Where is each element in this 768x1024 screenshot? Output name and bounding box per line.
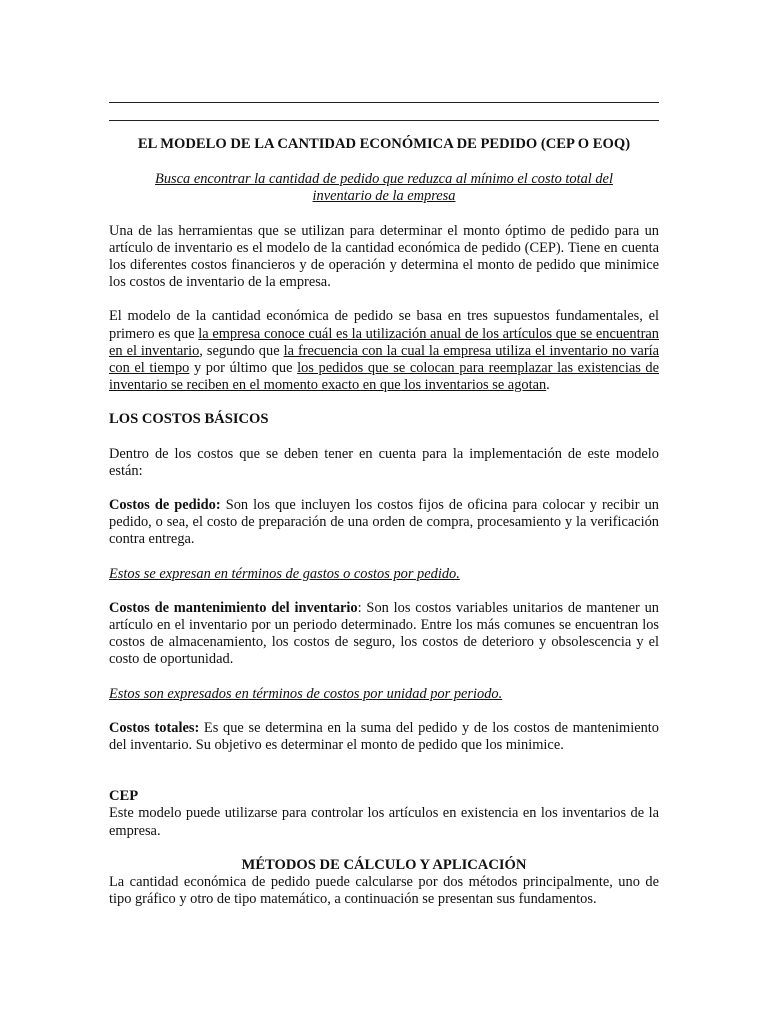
order-costs-paragraph xyxy=(109,497,659,549)
total-costs-paragraph xyxy=(109,720,659,754)
total-costs-text: Es que se determina en la suma del pedido y de los costos de mantenimiento del inventario. Su objetivo es determinar el monto de pedido que los minimice. xyxy=(109,719,659,754)
header-rule-top xyxy=(109,102,659,103)
cep-paragraph: Este modelo puede utilizarse para controlar los artículos en existencia en los inventarios de la empresa. xyxy=(109,805,659,839)
order-costs-label: Costos de pedido: xyxy=(109,497,221,514)
holding-costs-text: : Son los costos variables unitarios de mantener un artículo en el inventario por un periodo determinado. Entre los más comunes se encuentran los costos de almacenamiento, los costos de seguro, los costos de deterioro y obsolescencia y el costo de oportunidad. xyxy=(109,599,659,668)
document-title: EL MODELO DE LA CANTIDAD ECONÓMICA DE PEDIDO (CEP O EOQ) xyxy=(137,136,631,152)
assumption-1: la empresa conoce cuál es la utilización anual de los artículos que se encuentran en el inventario xyxy=(109,325,659,359)
holding-costs-paragraph xyxy=(109,600,659,669)
assumption-3: los pedidos que se colocan para reemplazar las existencias de inventario se reciben en el momento exacto en que los inventarios se agotan xyxy=(109,360,659,394)
holding-costs-label: Costos de mantenimiento del inventario xyxy=(109,599,358,616)
subtitle-line-2: inventario de la empresa xyxy=(312,188,456,205)
assumptions-text-3: y por último que xyxy=(189,360,298,377)
assumptions-paragraph xyxy=(109,308,659,394)
assumptions-text-4: . xyxy=(546,377,550,394)
document-body xyxy=(109,136,659,909)
assumption-2: la frecuencia con la cual la empresa utiliza el inventario no varía con el tiempo xyxy=(109,342,659,377)
basic-costs-heading: LOS COSTOS BÁSICOS xyxy=(109,411,269,428)
intro-paragraph: Una de las herramientas que se utilizan para determinar el monto óptimo de pedido para un artículo de inventario es el modelo de la cantidad económica de pedido (CEP). Tiene en cuenta los diferentes costos financieros y de operación y determina el monto de pedido que minimice los costos de inventario de la empresa. xyxy=(109,222,659,291)
header-rule-bottom xyxy=(109,120,659,121)
assumptions-text-2: , segundo que xyxy=(199,342,284,359)
cep-heading: CEP xyxy=(109,788,139,805)
methods-heading: MÉTODOS DE CÁLCULO Y APLICACIÓN xyxy=(241,856,527,873)
document-subtitle xyxy=(109,171,659,205)
order-costs-text: Son los que incluyen los costos fijos de oficina para colocar y recibir un pedido, o sea, el costo de preparación de una orden de compra, procesamiento y la verificación contra entrega. xyxy=(109,497,659,548)
subtitle-line-1: Busca encontrar la cantidad de pedido que reduzca al mínimo el costo total del xyxy=(155,171,613,188)
basic-costs-intro: Dentro de los costos que se deben tener en cuenta para la implementación de este modelo están: xyxy=(109,445,659,479)
methods-paragraph: La cantidad económica de pedido puede calcularse por dos métodos principalmente, uno de tipo gráfico y otro de tipo matemático, a continuación se presentan sus fundamentos. xyxy=(109,874,659,908)
total-costs-label: Costos totales: xyxy=(109,719,200,736)
order-costs-note: Estos se expresan en términos de gastos o costos por pedido. xyxy=(109,565,460,582)
assumptions-text-1: El modelo de la cantidad económica de pedido se basa en tres supuestos fundamentales, el primero es que xyxy=(109,308,659,342)
holding-costs-note: Estos son expresados en términos de costos por unidad por periodo. xyxy=(109,685,503,702)
